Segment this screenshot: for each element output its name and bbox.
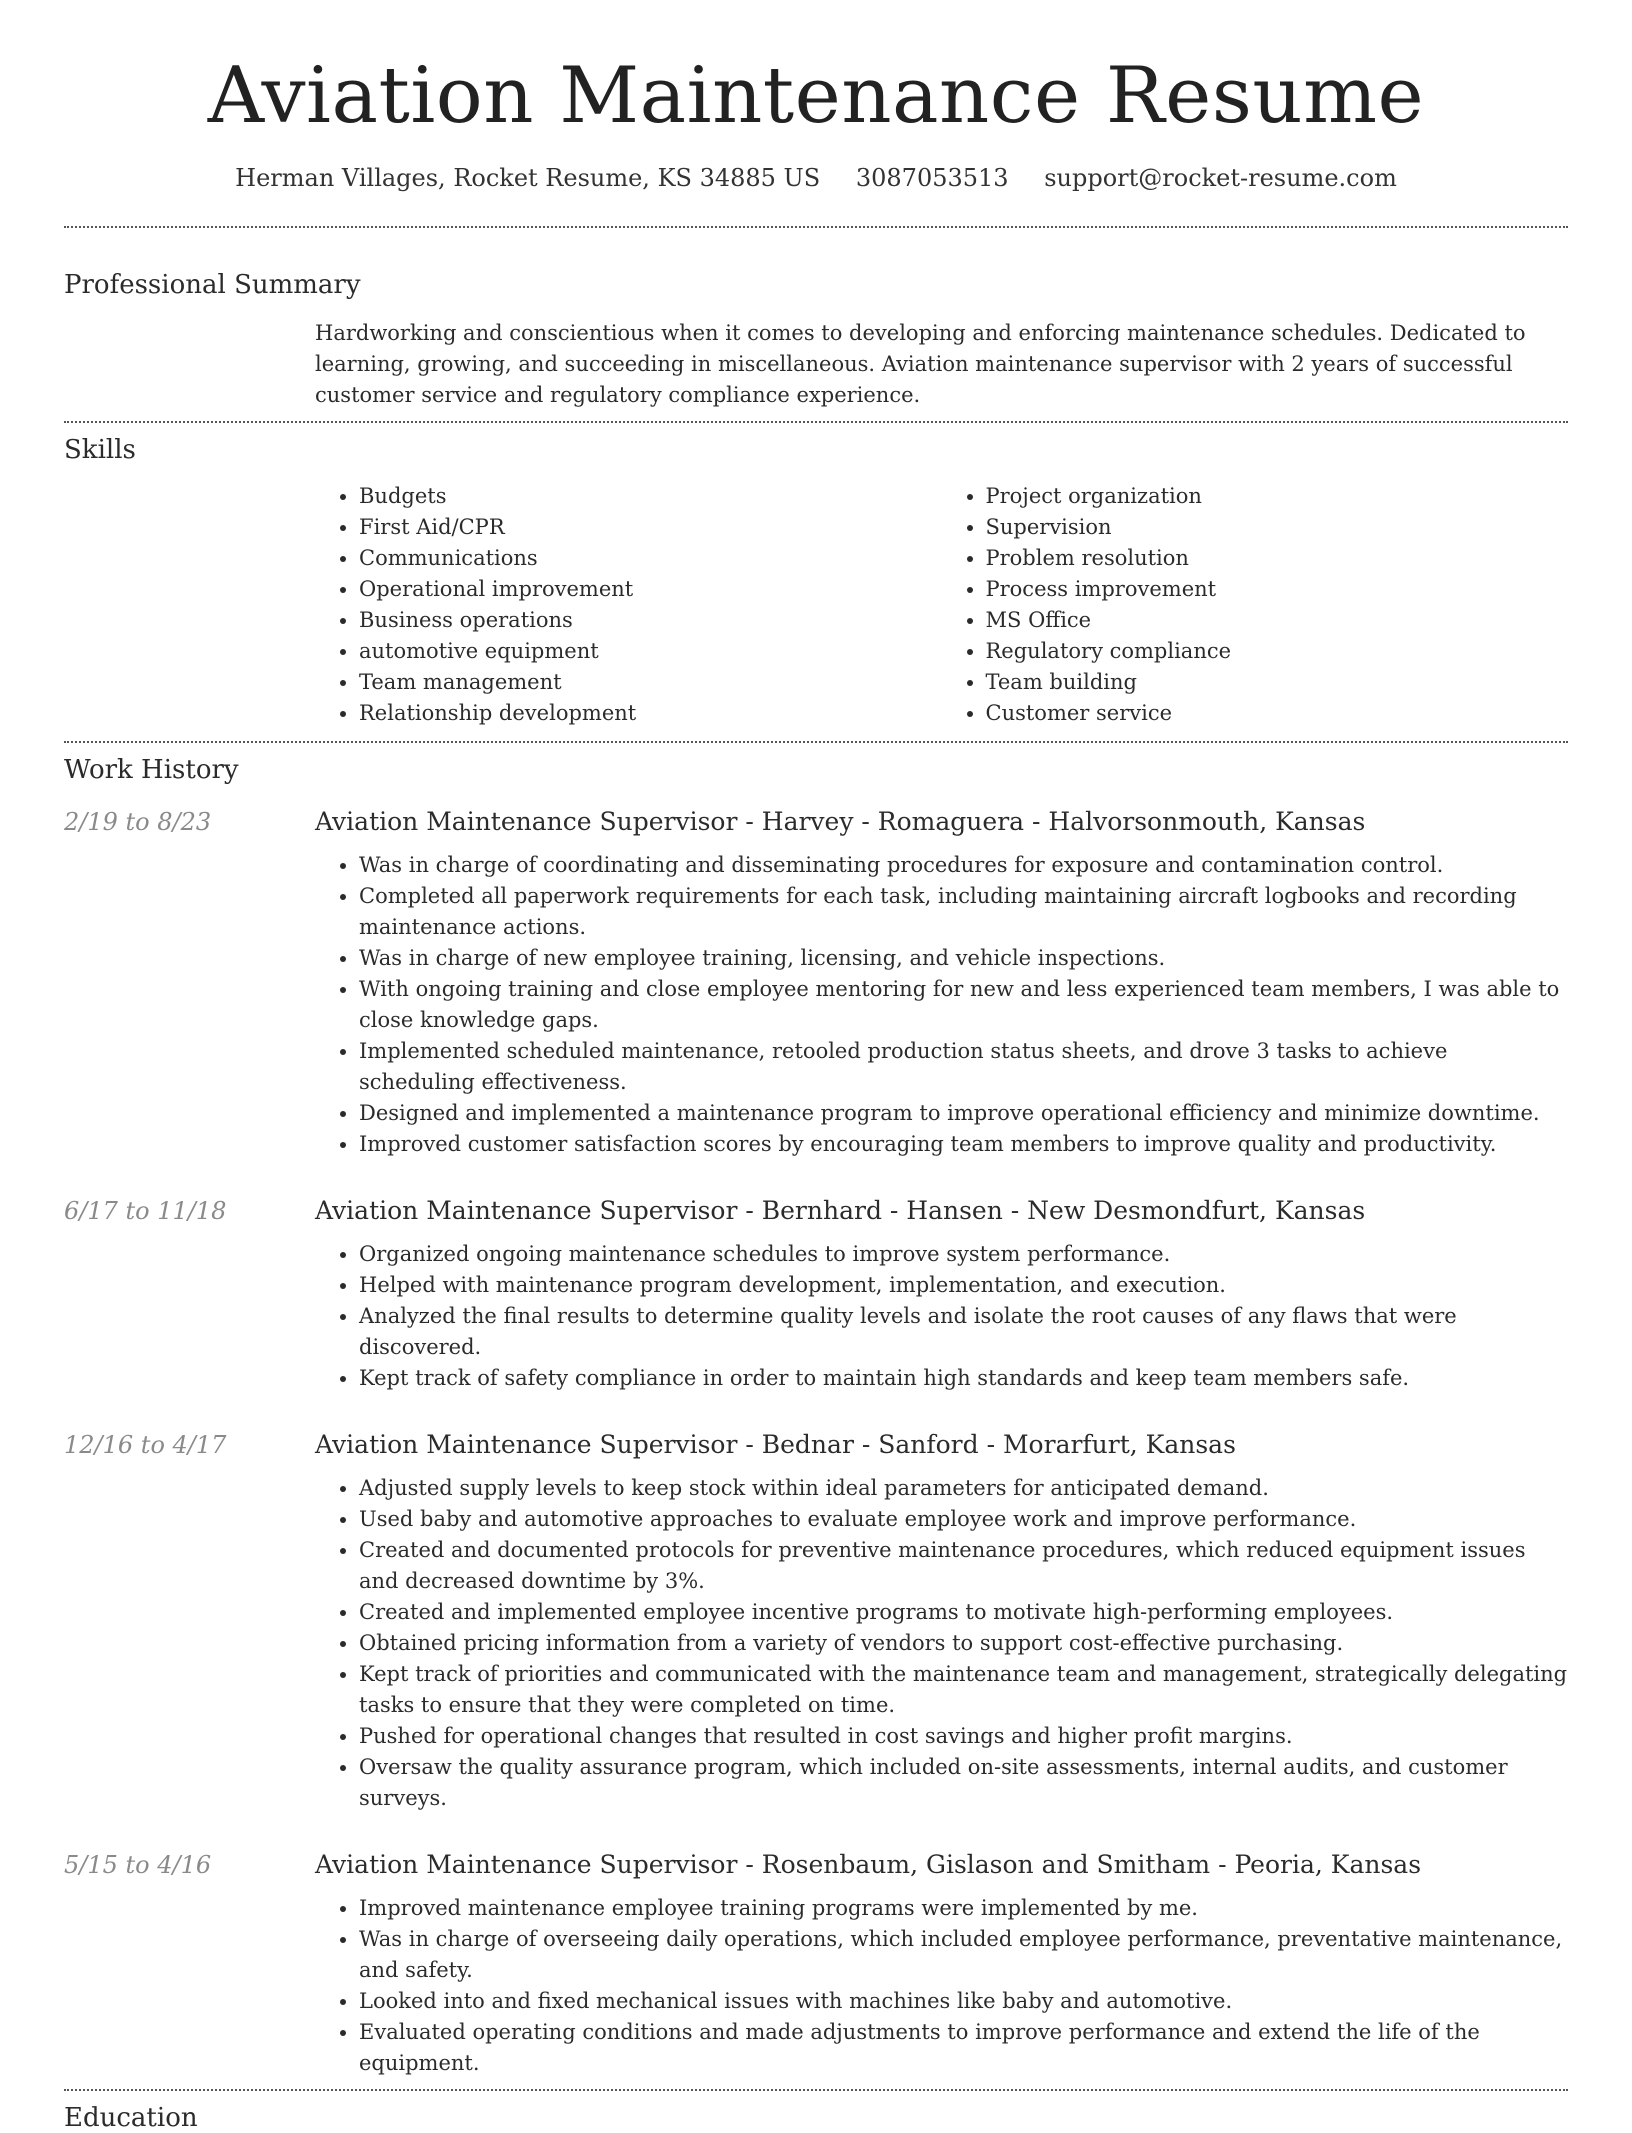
skills-column-left [315,481,942,729]
job-title: Aviation Maintenance Supervisor - Bednar - Sanford - Morarfurt, Kansas [315,1430,1236,1460]
skill-item: • Regulatory compliance [986,636,1569,667]
job-bullet: • Oversaw the quality assurance program, which included on-site assessments, internal audits, and customer surveys. [359,1752,1568,1814]
skill-item: • Customer service [986,698,1569,729]
skills-heading: Skills [64,435,136,466]
divider [64,421,1568,423]
job-title: Aviation Maintenance Supervisor - Harvey - Romaguera - Halvorsonmouth, Kansas [315,807,1366,837]
skill-item: • Budgets [359,481,942,512]
summary-section [64,270,1568,411]
skill-item: • Operational improvement [359,574,942,605]
summary-text: Hardworking and conscientious when it comes to developing and enforcing maintenance schedules. Dedicated to learning, growing, and succeeding in miscellaneous. Aviation maintenance supervisor with 2 years of successful customer service and regulatory compliance experience. [315,321,1526,408]
job-entry [64,1850,1568,2079]
work-history-heading: Work History [64,755,239,786]
skill-item: • Team building [986,667,1569,698]
job-title: Aviation Maintenance Supervisor - Bernhard - Hansen - New Desmondfurt, Kansas [315,1196,1366,1226]
skills-list [315,481,1568,729]
job-bullet: • Improved customer satisfaction scores by encouraging team members to improve quality and productivity. [359,1129,1568,1160]
job-bullet: • Created and implemented employee incentive programs to motivate high-performing employees. [359,1597,1568,1628]
skill-item: • MS Office [986,605,1569,636]
contact-line [64,164,1568,193]
skill-item: • Relationship development [359,698,942,729]
job-bullet: • Pushed for operational changes that resulted in cost savings and higher profit margins. [359,1721,1568,1752]
contact-email[interactable]: support@rocket-resume.com [1044,163,1397,192]
skill-item: • Business operations [359,605,942,636]
contact-phone: 3087053513 [855,163,1009,192]
skills-section [64,435,1568,729]
job-bullets [315,850,1568,1160]
job-bullet: • Completed all paperwork requirements for each task, including maintaining aircraft logbooks and recording maintenance actions. [359,881,1568,943]
skill-item: • Process improvement [986,574,1569,605]
skill-item: • Team management [359,667,942,698]
divider [64,741,1568,743]
skill-item: • Project organization [986,481,1569,512]
skill-item: • automotive equipment [359,636,942,667]
job-dates: 5/15 to 4/16 [64,1851,212,1880]
job-header [64,1196,1568,1225]
job-bullet: • Used baby and automotive approaches to evaluate employee work and improve performance. [359,1504,1568,1535]
job-dates: 12/16 to 4/17 [64,1431,227,1460]
job-bullet: • Improved maintenance employee training programs were implemented by me. [359,1893,1568,1924]
job-header [64,1850,1568,1879]
job-bullet: • Analyzed the final results to determine quality levels and isolate the root causes of any flaws that were discovered. [359,1301,1568,1363]
skills-column-right [942,481,1569,729]
skill-item: • Supervision [986,512,1569,543]
work-history-section [64,755,1568,2079]
job-bullet: • Kept track of priorities and communicated with the maintenance team and management, strategically delegating tasks to ensure that they were completed on time. [359,1659,1568,1721]
job-bullet: • Helped with maintenance program development, implementation, and execution. [359,1270,1568,1301]
jobs-list [64,807,1568,2079]
job-bullet: • Was in charge of new employee training, licensing, and vehicle inspections. [359,943,1568,974]
job-title: Aviation Maintenance Supervisor - Rosenbaum, Gislason and Smitham - Peoria, Kansas [315,1850,1422,1880]
skill-item: • Communications [359,543,942,574]
job-bullet: • Was in charge of overseeing daily operations, which included employee performance, preventative maintenance, and safety. [359,1924,1568,1986]
job-dates: 2/19 to 8/23 [64,808,212,837]
job-bullet: • Evaluated operating conditions and made adjustments to improve performance and extend the life of the equipment. [359,2017,1568,2079]
job-bullet: • Created and documented protocols for preventive maintenance procedures, which reduced equipment issues and decreased downtime by 3%. [359,1535,1568,1597]
summary-content [315,318,1568,411]
divider [64,2089,1568,2091]
job-bullet: • Looked into and fixed mechanical issues with machines like baby and automotive. [359,1986,1568,2017]
job-entry [64,1430,1568,1814]
education-section [64,2103,1568,2133]
job-bullet: • With ongoing training and close employee mentoring for new and less experienced team members, I was able to close knowledge gaps. [359,974,1568,1036]
education-heading: Education [64,2103,198,2133]
job-bullet: • Designed and implemented a maintenance program to improve operational efficiency and minimize downtime. [359,1098,1568,1129]
skill-item: • Problem resolution [986,543,1569,574]
job-bullets [315,1473,1568,1814]
job-header [64,807,1568,836]
job-entry [64,807,1568,1160]
resume-title: Aviation Maintenance Resume [207,51,1425,141]
job-bullet: • Was in charge of coordinating and disseminating procedures for exposure and contamination control. [359,850,1568,881]
job-dates: 6/17 to 11/18 [64,1197,227,1226]
contact-address: Herman Villages, Rocket Resume, KS 34885 US [235,163,821,192]
job-bullet: • Adjusted supply levels to keep stock within ideal parameters for anticipated demand. [359,1473,1568,1504]
job-bullet: • Kept track of safety compliance in order to maintain high standards and keep team members safe. [359,1363,1568,1394]
job-bullets [315,1239,1568,1394]
job-bullet: • Organized ongoing maintenance schedules to improve system performance. [359,1239,1568,1270]
job-bullets [315,1893,1568,2079]
skill-item: • First Aid/CPR [359,512,942,543]
job-bullet: • Implemented scheduled maintenance, retooled production status sheets, and drove 3 tasks to achieve scheduling effectiveness. [359,1036,1568,1098]
job-entry [64,1196,1568,1394]
job-bullet: • Obtained pricing information from a variety of vendors to support cost-effective purchasing. [359,1628,1568,1659]
summary-heading: Professional Summary [64,270,361,301]
divider [64,226,1568,228]
job-header [64,1430,1568,1459]
